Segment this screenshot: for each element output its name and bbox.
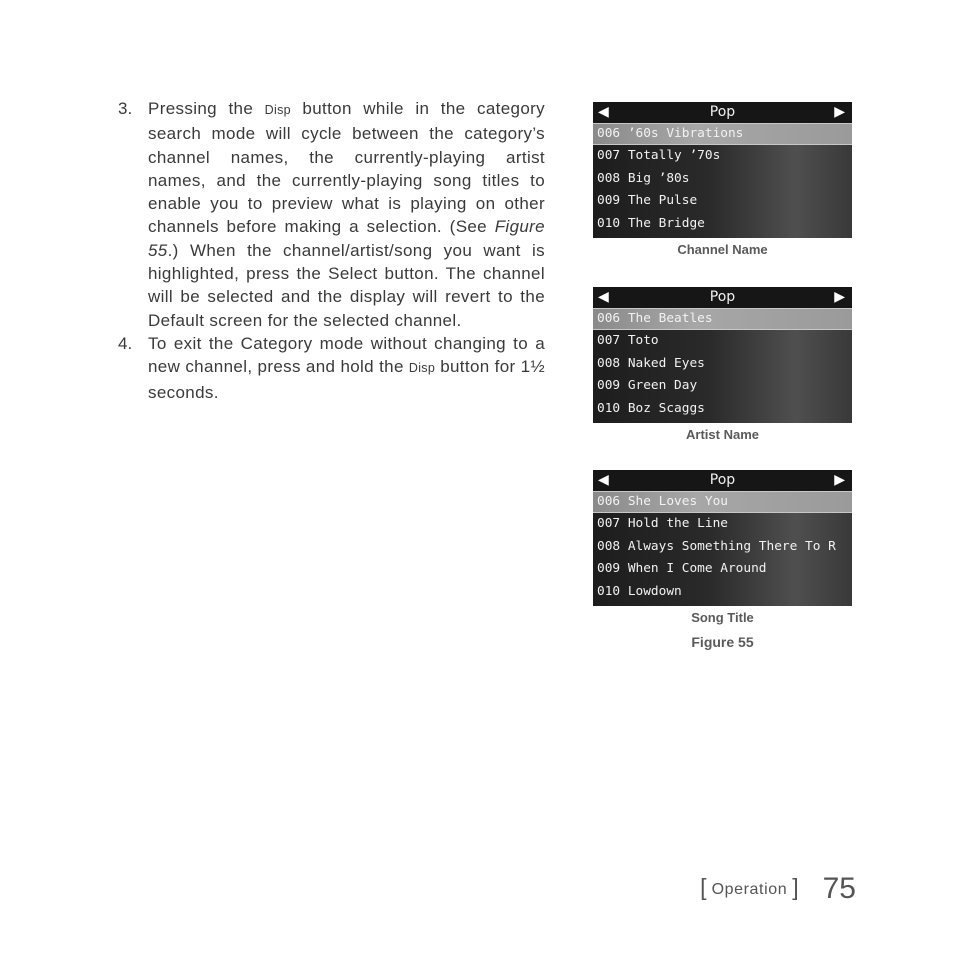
category-title: Pop: [709, 289, 736, 305]
right-arrow-icon: ▶: [834, 289, 845, 305]
list-item: 009 The Pulse: [597, 193, 698, 209]
list-item: 009 Green Day: [597, 378, 698, 394]
left-arrow-icon: ◀: [598, 104, 609, 120]
list-item: 007 Toto: [597, 333, 659, 349]
step-3: [118, 97, 545, 332]
figure-label: Figure 55: [691, 634, 754, 650]
right-arrow-icon: ▶: [834, 104, 845, 120]
display-song-title: [593, 470, 852, 606]
close-bracket: ]: [792, 874, 799, 900]
step-4: [118, 332, 545, 404]
figure-reference: Figure 55: [148, 217, 545, 260]
display-artist-name: [593, 287, 852, 423]
step-number: 3.: [118, 99, 133, 118]
list-item: 008 Always Something There To R: [597, 538, 836, 554]
caption-artist-name: Artist Name: [686, 427, 759, 442]
screen-header: [593, 470, 852, 491]
list-item: 006 ’60s Vibrations: [593, 123, 852, 145]
list-item: 010 The Bridge: [597, 215, 705, 231]
list-item: 006 The Beatles: [593, 308, 852, 330]
screen-header: [593, 102, 852, 123]
page-footer: [700, 872, 856, 906]
open-bracket: [: [700, 874, 707, 900]
step-number: 4.: [118, 333, 133, 353]
category-title: Pop: [709, 472, 736, 488]
list-item: 010 Boz Scaggs: [597, 400, 705, 416]
screen-header: [593, 287, 852, 308]
left-arrow-icon: ◀: [598, 472, 609, 488]
step-text: To exit the Category mode without changing to a new channel, press and hold the Disp button for 1½ seconds.: [148, 333, 545, 402]
instructions: [118, 97, 545, 404]
section-name: Operation: [711, 881, 788, 898]
display-channel-name: [593, 102, 852, 238]
list-item: 009 When I Come Around: [597, 561, 767, 577]
disp-button-name: Disp: [408, 361, 436, 376]
caption-song-title: Song Title: [691, 610, 754, 625]
page-number: 75: [822, 872, 856, 905]
category-title: Pop: [709, 104, 736, 120]
list-item: 008 Big ’80s: [597, 170, 690, 186]
list-item: 007 Totally ’70s: [597, 148, 721, 164]
list-item: 008 Naked Eyes: [597, 355, 705, 371]
caption-channel-name: Channel Name: [677, 242, 768, 257]
list-item: 006 She Loves You: [593, 491, 852, 513]
disp-button-name: Disp: [264, 103, 291, 117]
list-item: 010 Lowdown: [597, 583, 682, 599]
step-text: Pressing the Disp button while in the category search mode will cycle between the category’s channel names, the currently-playing artist names, and the currently-playing song titles to enable you to preview what is playing on other channels before making a selection. (See Figure 55.) When the channel/artist/song you want is highlighted, press the Select button. The channel will be selected and the display will revert to the Default screen for the selected channel.: [148, 99, 545, 330]
left-arrow-icon: ◀: [598, 289, 609, 305]
list-item: 007 Hold the Line: [597, 516, 728, 532]
right-arrow-icon: ▶: [834, 472, 845, 488]
